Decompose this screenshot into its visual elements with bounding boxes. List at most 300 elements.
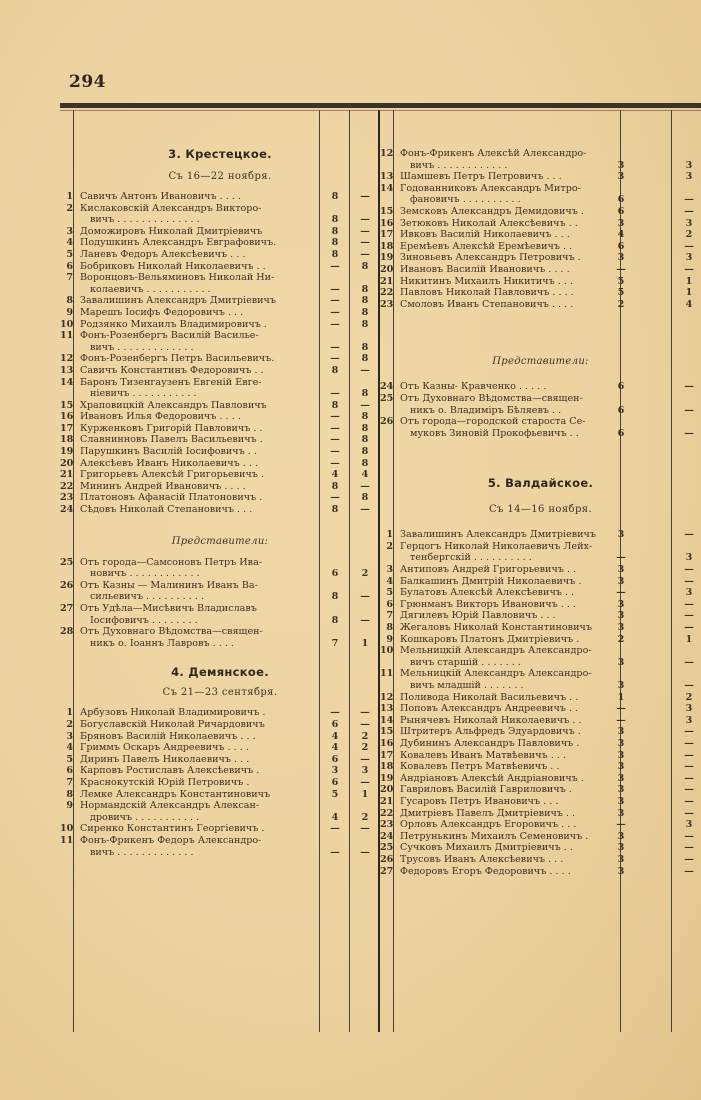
list-item: [60, 557, 380, 580]
person-name: Смоловъ Иванъ Степановичъ . . . .: [400, 298, 574, 310]
person-name-continued: колаевичъ . . . . . . . . . . .: [90, 283, 211, 295]
top-rule: [60, 103, 701, 108]
value-column-1: 3: [617, 726, 625, 738]
value-column-2: 8: [361, 260, 369, 272]
person-name: Петрунькинъ Михаилъ Семеновичъ .: [400, 830, 589, 842]
value-column-2: —: [684, 381, 694, 393]
value-column-1: —: [330, 457, 340, 469]
value-column-1: 8: [331, 214, 339, 226]
value-column-2: —: [684, 784, 694, 796]
list-item: [380, 276, 701, 288]
value-column-1: 5: [617, 287, 625, 299]
section-title: 5. Валдайское.: [487, 476, 594, 491]
list-item: [380, 726, 701, 738]
row-number: 7: [66, 776, 73, 788]
section-date: Съ 16—22 ноября.: [168, 171, 272, 182]
person-name: Подушкинъ Александръ Евграфовичъ.: [80, 237, 277, 249]
row-number: 13: [380, 703, 394, 715]
list-item: [380, 622, 701, 634]
value-column-2: —: [360, 214, 370, 226]
representatives-label: Представители:: [492, 356, 589, 368]
person-name: Савичъ Константинъ Федоровичъ . .: [80, 364, 264, 376]
value-column-2: 8: [361, 318, 369, 330]
list-item: [380, 692, 701, 704]
row-number: 21: [380, 795, 394, 807]
value-column-2: —: [360, 614, 370, 626]
person-name-continued: никъ о. Владиміръ Бѣляевъ . .: [410, 404, 562, 416]
person-name-continued: ніевичъ . . . . . . . . . . .: [90, 388, 197, 400]
value-column-2: 8: [361, 434, 369, 446]
row-number: 4: [66, 237, 73, 249]
person-name-continued: вичъ . . . . . . . . . . . . . .: [90, 214, 200, 226]
person-name-continued: сильевичъ . . . . . . . . . .: [90, 591, 204, 603]
value-column-1: 3: [617, 784, 625, 796]
person-name: Дягилевъ Юрій Павловичъ . . .: [400, 610, 556, 622]
value-column-1: 5: [331, 788, 339, 800]
value-column-1: 6: [331, 568, 339, 580]
value-column-1: —: [330, 318, 340, 330]
value-column-2: —: [684, 761, 694, 773]
representatives-rows: [60, 557, 380, 650]
list-item: [60, 719, 380, 731]
list-item: [60, 492, 380, 504]
person-name: Отъ города—городской староста Се-: [400, 416, 586, 428]
person-name: Савичъ Антонъ Ивановичъ . . . .: [80, 191, 241, 202]
person-name: Платоновъ Афанасій Платоновичъ .: [80, 492, 263, 504]
row-number: 9: [386, 633, 393, 645]
row-number: 20: [60, 457, 74, 469]
person-name: Ланевъ Федоръ Алексѣевичъ . . .: [80, 248, 246, 260]
person-name: Храповицкій Александръ Павловичъ: [80, 399, 267, 411]
list-item: [60, 226, 380, 238]
value-column-2: 2: [361, 730, 369, 742]
list-item: [60, 469, 380, 481]
list-item: [60, 777, 380, 789]
list-item: [380, 808, 701, 820]
person-name: Годованниковъ Александръ Митро-: [400, 182, 581, 194]
list-item: [60, 411, 380, 423]
list-item: [380, 610, 701, 622]
person-name: Сиренко Константинъ Георгіевичъ .: [80, 823, 265, 835]
value-column-1: 3: [617, 656, 625, 668]
row-number: 16: [60, 411, 74, 423]
person-name: Грюнманъ Викторъ Ивановичъ . . .: [400, 598, 576, 610]
list-item: [60, 330, 380, 353]
section-date: Съ 14—16 ноября.: [488, 504, 593, 516]
person-name: Сучковъ Михаилъ Дмитріевичъ . .: [400, 842, 573, 854]
row-number: 22: [60, 480, 74, 492]
value-column-2: 3: [685, 159, 693, 171]
value-column-1: 3: [617, 575, 625, 587]
person-name: Ивковъ Василій Николаевичъ . . .: [400, 229, 570, 241]
row-number: 20: [380, 784, 394, 796]
person-name: Ковалевъ Иванъ Матвѣевичъ . . .: [400, 749, 566, 761]
value-column-2: —: [684, 205, 694, 217]
value-column-1: —: [330, 434, 340, 446]
person-name-continued: тенбергскій . . . . . . . . . .: [410, 552, 532, 564]
person-name: Сѣдовъ Николай Степановичъ . . .: [80, 504, 253, 516]
value-column-2: —: [684, 853, 694, 865]
row-number: 6: [66, 765, 73, 777]
value-column-1: 4: [331, 742, 339, 754]
list-item: [380, 761, 701, 773]
value-column-1: 6: [331, 776, 339, 788]
value-column-1: 6: [331, 753, 339, 765]
value-column-2: 8: [361, 388, 369, 400]
value-column-1: —: [330, 707, 340, 719]
row-number: 2: [66, 718, 73, 730]
list-item: [380, 229, 701, 241]
value-column-2: 3: [361, 765, 369, 777]
row-number: 16: [380, 737, 394, 749]
value-column-1: 8: [331, 364, 339, 376]
row-number: 15: [60, 399, 74, 411]
value-column-1: —: [616, 714, 626, 726]
list-item: [60, 203, 380, 226]
page-number: 294: [69, 72, 106, 92]
value-column-2: 8: [361, 446, 369, 458]
person-name: Лемке Александръ Константиновичъ: [80, 788, 271, 800]
person-name-continued: фановичъ . . . . . . . . . .: [410, 194, 521, 206]
value-column-2: —: [684, 772, 694, 784]
person-name-continued: вичъ . . . . . . . . . . . . .: [90, 341, 194, 353]
row-number: 23: [380, 298, 394, 310]
row-number: 23: [380, 819, 394, 831]
row-number: 23: [60, 492, 74, 504]
row-number: 27: [380, 865, 394, 877]
list-item: [380, 576, 701, 588]
row-number: 10: [60, 823, 74, 835]
value-column-2: —: [684, 807, 694, 819]
person-name: Отъ Духовнаго Вѣдомства—священ-: [80, 626, 263, 638]
row-number: 18: [380, 761, 394, 773]
list-item: [60, 835, 380, 858]
person-name: Поливода Николай Васильевичъ . .: [400, 691, 579, 703]
value-column-1: 8: [331, 504, 339, 516]
value-column-1: 4: [331, 469, 339, 481]
person-name: Диринъ Павелъ Николаевичъ . . .: [80, 753, 250, 765]
value-column-1: 3: [617, 171, 625, 183]
person-name: Земсковъ Александръ Демидовичъ .: [400, 205, 584, 217]
value-column-2: 3: [685, 171, 693, 183]
list-item: [60, 319, 380, 331]
row-number: 9: [66, 306, 73, 318]
person-name: Завалишинъ Александръ Дмитріевичъ: [400, 529, 596, 541]
list-item: [60, 800, 380, 823]
value-column-2: —: [684, 865, 694, 877]
row-number: 26: [60, 579, 74, 591]
list-item: [380, 773, 701, 785]
row-number: 15: [380, 205, 394, 217]
row-number: 11: [60, 834, 74, 846]
person-name: Дмитріевъ Павелъ Дмитріевичъ . .: [400, 807, 576, 819]
section-title: 3. Крестецкое.: [168, 147, 272, 161]
value-column-1: 3: [617, 159, 625, 171]
value-column-1: —: [330, 422, 340, 434]
value-column-1: —: [616, 263, 626, 275]
section-date: Съ 21—23 сентября.: [162, 687, 278, 699]
person-name: Зетюковъ Николай Алексѣевичъ . .: [400, 217, 578, 229]
value-column-2: 8: [361, 295, 369, 307]
value-column-1: —: [330, 283, 340, 295]
value-column-2: —: [684, 622, 694, 634]
value-column-1: 3: [617, 853, 625, 865]
value-column-1: 3: [617, 622, 625, 634]
value-column-2: —: [360, 707, 370, 719]
person-name: Баронъ Тизенгаузенъ Евгеній Евге-: [80, 376, 262, 388]
representatives-rows: [380, 381, 701, 439]
value-column-1: 8: [331, 248, 339, 260]
row-number: 16: [380, 217, 394, 229]
value-column-1: —: [330, 341, 340, 353]
representatives-label: Представители:: [171, 535, 269, 547]
list-item: [380, 715, 701, 727]
list-item: [60, 377, 380, 400]
value-column-2: 8: [361, 422, 369, 434]
row-number: 8: [66, 295, 73, 307]
value-column-2: 8: [361, 411, 369, 423]
value-column-1: —: [330, 295, 340, 307]
value-column-1: 7: [331, 637, 339, 649]
person-name: Гриммъ Оскаръ Андреевичъ . . . .: [80, 742, 249, 754]
person-name: Дубининъ Александръ Павловичъ .: [400, 737, 580, 749]
value-column-2: 3: [685, 587, 693, 599]
person-name: Григорьевъ Алексѣй Григорьевичъ .: [80, 469, 264, 481]
person-name-continued: муковъ Зиновій Прокофьевичъ . .: [410, 427, 579, 439]
person-name: Фонъ-Розенбергъ Петръ Васильевичъ.: [80, 353, 275, 365]
list-item: [380, 842, 701, 854]
value-column-2: 2: [361, 568, 369, 580]
value-column-1: 4: [331, 730, 339, 742]
person-name: Павловъ Николай Павловичъ . . . .: [400, 287, 574, 299]
person-name: Шамшевъ Петръ Петровичъ . . .: [400, 171, 562, 183]
value-column-1: 4: [617, 229, 625, 241]
row-number: 18: [60, 434, 74, 446]
value-column-2: —: [360, 480, 370, 492]
person-name: Завалишинъ Александръ Дмитріевичъ: [80, 295, 276, 307]
row-number: 26: [380, 853, 394, 865]
person-name: Жегаловъ Николай Константиновичъ: [400, 622, 592, 634]
person-name: Алексѣевъ Иванъ Николаевичъ . . .: [80, 457, 259, 469]
value-column-2: —: [684, 749, 694, 761]
list-item: [60, 237, 380, 249]
person-name: Антиповъ Андрей Григорьевичъ . .: [400, 564, 577, 576]
value-column-1: —: [616, 587, 626, 599]
list-item: [60, 191, 380, 203]
list-item: [60, 580, 380, 603]
right-column: [380, 110, 701, 877]
person-name: Отъ Казны — Малининъ Иванъ Ва-: [80, 579, 258, 591]
person-name: Отъ Удѣла—Мисѣвичъ Владиславъ: [80, 603, 257, 614]
value-column-2: 3: [685, 552, 693, 564]
person-name: Балкашинъ Дмитрій Николаевичъ .: [400, 575, 582, 587]
value-column-1: 8: [331, 225, 339, 237]
list-item: [60, 754, 380, 766]
value-column-1: 6: [617, 205, 625, 217]
value-column-1: —: [330, 306, 340, 318]
list-item: [380, 264, 701, 276]
list-item: [60, 603, 380, 626]
value-column-1: 3: [617, 610, 625, 622]
value-column-1: 3: [617, 761, 625, 773]
value-column-2: 2: [685, 229, 693, 241]
list-item: [380, 819, 701, 831]
value-column-2: —: [684, 427, 694, 439]
row-number: 18: [380, 240, 394, 252]
row-number: 21: [60, 469, 74, 481]
list-item: [380, 529, 701, 541]
value-column-2: 2: [685, 691, 693, 703]
list-item: [60, 707, 380, 719]
value-column-2: 1: [361, 788, 369, 800]
left-column: [60, 110, 380, 858]
row-number: 5: [66, 248, 73, 260]
value-column-2: —: [684, 529, 694, 541]
row-number: 5: [66, 753, 73, 765]
value-column-2: 8: [361, 283, 369, 295]
value-column-2: —: [360, 225, 370, 237]
row-number: 11: [380, 668, 394, 680]
row-number: 11: [60, 330, 74, 342]
row-number: 10: [60, 318, 74, 330]
person-name: Никитинъ Михаилъ Никитичъ . . .: [400, 275, 573, 287]
row-number: 26: [380, 416, 394, 428]
list-item: [60, 307, 380, 319]
row-number: 19: [380, 252, 394, 264]
person-name-continued: новичъ . . . . . . . . . . . .: [90, 568, 200, 580]
person-name: Арбузовъ Николай Владимировичъ .: [80, 707, 266, 719]
person-name: Мельницкій Александръ Александро-: [400, 645, 592, 657]
list-item: [380, 831, 701, 843]
list-item: [60, 353, 380, 365]
value-column-2: 8: [361, 457, 369, 469]
value-column-2: —: [684, 564, 694, 576]
value-column-2: —: [684, 726, 694, 738]
person-name: Ковалевъ Петръ Матвѣевичъ . .: [400, 761, 560, 773]
list-item: [60, 742, 380, 754]
list-item: [380, 703, 701, 715]
value-column-1: 3: [617, 252, 625, 264]
value-column-2: 2: [361, 742, 369, 754]
person-name: Поповъ Александръ Андреевичъ . .: [400, 703, 579, 715]
value-column-1: 6: [617, 404, 625, 416]
value-column-1: 3: [331, 765, 339, 777]
row-number: 13: [60, 364, 74, 376]
list-item: [60, 765, 380, 777]
list-item: [60, 295, 380, 307]
value-column-1: —: [330, 446, 340, 458]
list-item: [60, 481, 380, 493]
row-number: 12: [60, 353, 74, 365]
row-number: 5: [386, 587, 393, 599]
list-item: [60, 365, 380, 377]
list-item: [60, 458, 380, 470]
value-column-2: —: [360, 191, 370, 202]
person-name: Гавриловъ Василій Гавриловичъ .: [400, 784, 572, 796]
list-item: [380, 287, 701, 299]
value-column-2: 8: [361, 492, 369, 504]
value-column-2: 1: [685, 287, 693, 299]
person-name: Фонъ-Розенбергъ Василій Василье-: [80, 330, 259, 342]
value-column-1: 6: [617, 240, 625, 252]
value-column-2: 2: [361, 811, 369, 823]
value-column-1: —: [330, 353, 340, 365]
person-name: Штритеръ Альфредъ Эдуардовичъ .: [400, 726, 581, 738]
row-number: 21: [380, 275, 394, 287]
row-number: 6: [386, 598, 393, 610]
list-item: [380, 645, 701, 668]
person-name-continued: вичъ . . . . . . . . . . . .: [410, 159, 508, 171]
person-name-continued: вичъ младшій . . . . . . .: [410, 680, 524, 691]
person-name: Фонъ-Фрикенъ Федоръ Александро-: [80, 834, 262, 846]
value-column-1: 8: [331, 399, 339, 411]
list-item: [380, 541, 701, 564]
value-column-2: 8: [361, 341, 369, 353]
value-column-2: —: [360, 504, 370, 516]
person-name-continued: Іосифовичъ . . . . . . . .: [90, 614, 198, 626]
person-name: Краснокутскій Юрій Петровичъ .: [80, 776, 250, 788]
value-column-1: 5: [617, 275, 625, 287]
row-number: 6: [66, 260, 73, 272]
person-name: Орловъ Александръ Егоровичъ . . .: [400, 819, 577, 831]
row-number: 4: [386, 575, 393, 587]
value-column-2: —: [360, 248, 370, 260]
row-number: 22: [380, 807, 394, 819]
value-column-2: —: [360, 399, 370, 411]
value-column-1: 6: [617, 381, 625, 393]
list-item: [380, 148, 701, 171]
list-item: [380, 564, 701, 576]
row-number: 15: [380, 726, 394, 738]
value-column-1: 3: [617, 865, 625, 877]
row-number: 17: [60, 422, 74, 434]
person-name: Герцогъ Николай Николаевичъ Лейх-: [400, 540, 593, 552]
row-number: 25: [380, 842, 394, 854]
person-name: Отъ Духовнаго Вѣдомства—священ-: [400, 392, 583, 404]
person-name: Бобриковъ Николай Николаевичъ . .: [80, 260, 266, 272]
row-number: 25: [60, 556, 74, 568]
person-name: Рынячевъ Николай Николаевичъ . .: [400, 714, 582, 726]
section-title: 4. Демянское.: [171, 665, 269, 680]
value-column-1: 8: [331, 480, 339, 492]
list-item: [380, 668, 701, 691]
list-item: [380, 738, 701, 750]
value-column-2: —: [684, 795, 694, 807]
value-column-1: 4: [331, 811, 339, 823]
list-item: [380, 750, 701, 762]
person-name: Бряновъ Василій Николаевичъ . . .: [80, 730, 256, 742]
person-name-continued: дровичъ . . . . . . . . . . .: [90, 811, 200, 823]
row-number: 13: [380, 171, 394, 183]
row-number: 14: [380, 182, 394, 194]
list-item: [60, 423, 380, 435]
person-name: Нормандскій Александръ Алексан-: [80, 800, 260, 812]
value-column-1: —: [616, 703, 626, 715]
section-rows: [380, 529, 701, 877]
list-item: [380, 784, 701, 796]
value-column-2: 8: [361, 306, 369, 318]
list-item: [380, 393, 701, 416]
value-column-1: 3: [617, 749, 625, 761]
value-column-1: 3: [617, 598, 625, 610]
value-column-2: —: [360, 776, 370, 788]
person-name: Мельницкій Александръ Александро-: [400, 668, 592, 680]
person-name: Парушкинъ Василій Іосифовичъ . .: [80, 446, 257, 458]
value-column-1: 8: [331, 191, 339, 202]
value-column-2: —: [684, 598, 694, 610]
list-item: [380, 299, 701, 311]
value-column-1: —: [330, 411, 340, 423]
